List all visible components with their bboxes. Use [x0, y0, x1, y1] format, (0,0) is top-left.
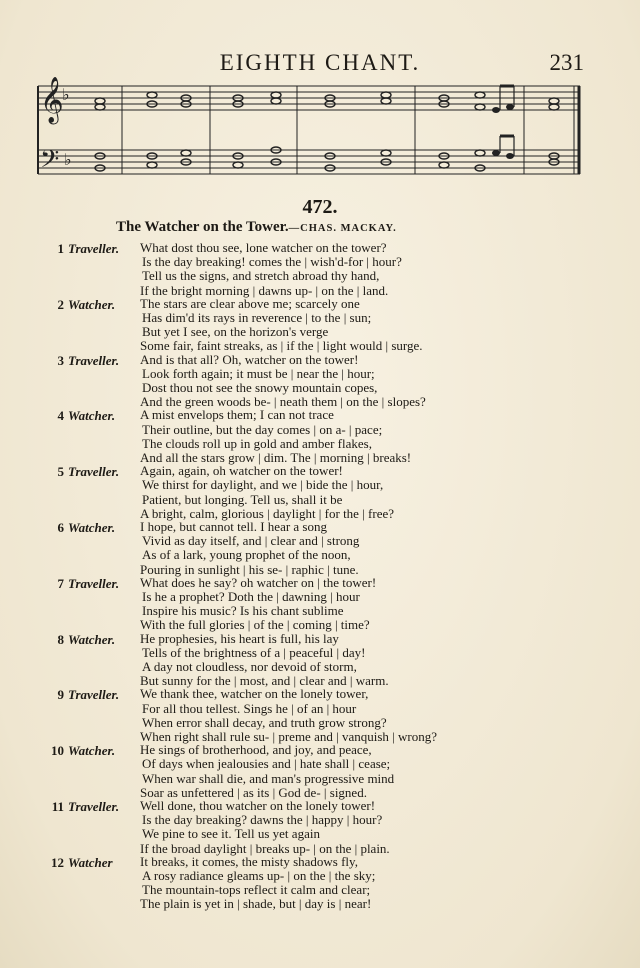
verse-line: Vivid as day itself, and | clear and | strong [142, 533, 360, 549]
verse-line: For all thou tellest. Sings he | of an | hour [142, 700, 357, 716]
verse-line: When right shall rule su- | preme and | vanquish | wrong? [140, 729, 437, 744]
stanza-lines [140, 632, 600, 689]
verse-line: But sunny for the | most, and | clear and | warm. [140, 673, 389, 689]
verse-line: And the green woods be- | neath them | on the | slopes? [140, 394, 426, 410]
stanza [40, 855, 600, 912]
verse-line: The clouds roll up in gold and amber flakes, [142, 435, 372, 451]
stanza-number: 3 [57, 352, 64, 368]
verse-line: Inspire his music? Is his chant sublime [142, 603, 344, 619]
verse-line: We thirst for daylight, and we | bide the | hour, [142, 477, 384, 493]
stanza [40, 297, 600, 354]
verse-line: Tells of the brightness of a | peaceful | day! [142, 644, 366, 660]
stanza [40, 408, 600, 465]
stanza-lines [140, 464, 600, 521]
verse-line: As of a lark, young prophet of the noon, [142, 547, 351, 563]
stanza-speaker: Watcher. [68, 408, 116, 424]
stanza-speaker: Watcher. [68, 296, 116, 312]
verse-line: A day not cloudless, nor devoid of storm, [142, 659, 357, 674]
stanza-lines [140, 576, 600, 633]
stanza-number: 10 [51, 743, 64, 759]
hymn-author: —CHAS. MACKAY. [288, 223, 397, 234]
verse-line: Is the day breaking! comes the | wish'd-for | hour? [142, 254, 402, 270]
verse-line: And all the stars grow | dim. The | morning | breaks! [140, 450, 412, 465]
verse-line: The plain is yet in | shade, but | day is | near! [140, 896, 372, 912]
verse-line: Of days when jealousies and | hate shall | cease; [142, 756, 391, 772]
stanza-number: 1 [57, 241, 64, 256]
stanza [40, 464, 600, 521]
stanza-speaker: Traveller. [68, 799, 120, 814]
stanza-lines [140, 353, 600, 410]
verse-line: If the broad daylight | breaks up- | on the | plain. [140, 840, 390, 856]
verse-line: Again, again, oh watcher on the tower! [140, 463, 343, 479]
stanza [40, 799, 600, 856]
verse-line: Their outline, but the day comes | on a- | pace; [142, 421, 383, 437]
stanza [40, 241, 600, 298]
stanza-lines [140, 297, 600, 354]
svg-text:♭: ♭ [64, 150, 72, 169]
verse-line: He sings of brotherhood, and joy, and peace, [140, 742, 372, 758]
verse-line: When war shall die, and man's progressive mind [142, 770, 395, 786]
verse-line: When error shall decay, and truth grow strong? [142, 714, 387, 730]
verse-line: Has dim'd its rays in reverence | to the | sun; [142, 310, 372, 325]
verse-line: Dost thou not see the snowy mountain copes, [142, 380, 378, 395]
stanza-number: 2 [57, 296, 64, 312]
stanza-number: 5 [57, 464, 64, 480]
verse-line: The stars are clear above me; scarcely one [140, 295, 360, 311]
stanza [40, 353, 600, 410]
verse-line: What dost thou see, lone watcher on the tower? [140, 240, 387, 255]
running-title: EIGHTH CHANT. [219, 50, 421, 75]
stanza-speaker: Watcher. [68, 743, 116, 759]
verse-line: And is that all? Oh, watcher on the tower! [140, 351, 359, 367]
verse-line: Some fair, faint streaks, as | if the | light would | surge. [140, 338, 423, 354]
music-score [34, 76, 584, 188]
stanza-speaker: Traveller. [68, 352, 120, 368]
verse-line: A bright, calm, glorious | daylight | for the | free? [140, 505, 395, 521]
verse-line: With the full glories | of the | coming | time? [140, 617, 370, 633]
stanza-number: 4 [57, 408, 64, 424]
stanza-number: 9 [57, 687, 64, 703]
stanza-number: 11 [51, 799, 64, 814]
verse-line: We thank thee, watcher on the lonely tower, [140, 686, 369, 702]
stanza-speaker: Traveller. [68, 241, 120, 256]
stanza [40, 743, 600, 800]
stanza-lines [140, 799, 600, 856]
verse-line: The mountain-tops reflect it calm and clear; [142, 882, 371, 898]
hymn-title: The Watcher on the Tower. [116, 219, 289, 235]
svg-text:𝄞: 𝄞 [40, 77, 64, 123]
verse-line: Look forth again; it must be | near the | hour; [142, 365, 375, 381]
stanza [40, 632, 600, 689]
stanza-lines [140, 687, 600, 744]
stanza [40, 687, 600, 744]
stanza-number: 7 [57, 575, 64, 591]
stanza-speaker: Watcher [68, 854, 113, 870]
stanza-number: 6 [57, 520, 64, 535]
stanza-number: 12 [51, 854, 64, 870]
stanza-number: 8 [57, 631, 64, 647]
stanza-lines [140, 408, 600, 465]
stanza-speaker: Watcher. [68, 520, 116, 535]
stanza-speaker: Traveller. [68, 687, 120, 703]
stanza-lines [140, 520, 600, 577]
verse-line: A rosy radiance gleams up- | on the | the sky; [142, 868, 376, 883]
verse-line: Soar as unfettered | as its | God de- | signed. [140, 784, 367, 800]
hymn-number: 472. [302, 196, 338, 218]
page-number: 231 [549, 50, 584, 75]
verse-line: Patient, but longing. Tell us, shall it be [142, 491, 343, 507]
verse-line: Well done, thou watcher on the lonely tower! [140, 798, 376, 813]
verse-line: Pouring in sunlight | his se- | raphic | tune. [140, 561, 359, 577]
verse-line: Tell us the signs, and stretch abroad thy hand, [142, 268, 380, 284]
stanza-lines [140, 743, 600, 800]
verse-line: We pine to see it. Tell us yet again [142, 826, 320, 842]
svg-text:♭: ♭ [62, 85, 70, 104]
verse-line: Is he a prophet? Doth the | dawning | hour [142, 589, 360, 604]
stanza-lines [140, 855, 600, 912]
svg-text:𝄢: 𝄢 [40, 145, 60, 180]
verse-line: But yet I see, on the horizon's verge [142, 324, 329, 340]
stanza [40, 520, 600, 577]
verse-line: Is the day breaking? dawns the | happy | hour? [142, 812, 383, 828]
verse-line: A mist envelops them; I can not trace [140, 407, 334, 423]
verse-line: If the bright morning | dawns up- | on the | land. [140, 282, 389, 298]
stanza-speaker: Watcher. [68, 631, 116, 647]
hymn-title-line [116, 219, 397, 236]
verse-line: What does he say? oh watcher on | the tower! [140, 574, 377, 590]
stanza-speaker: Traveller. [68, 464, 120, 480]
verse-line: I hope, but cannot tell. I hear a song [140, 519, 327, 534]
stanza [40, 576, 600, 633]
stanza-lines [140, 241, 600, 298]
verse-line: He prophesies, his heart is full, his lay [140, 630, 339, 646]
stanza-speaker: Traveller. [68, 575, 120, 591]
verse-line: It breaks, it comes, the misty shadows fly, [140, 853, 358, 869]
